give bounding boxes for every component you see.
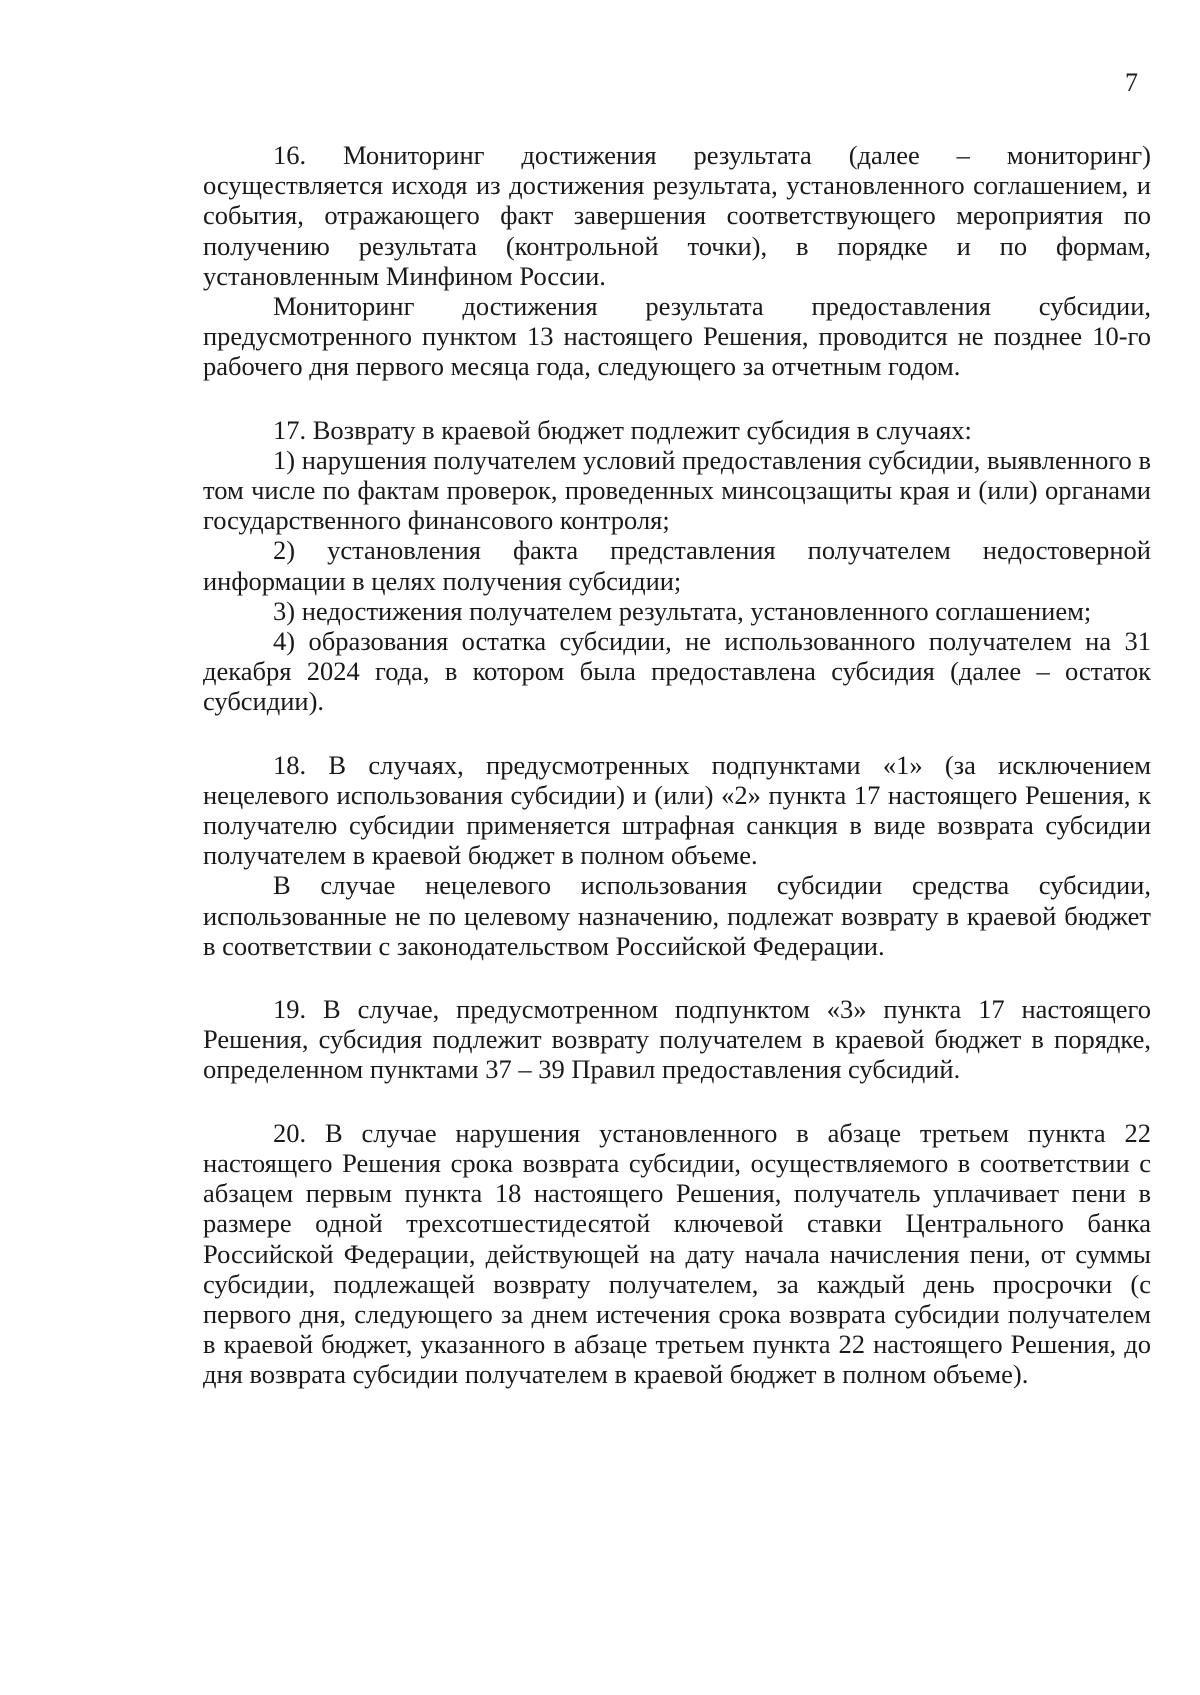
page-number: 7 <box>1125 68 1138 97</box>
paragraph-17-item-3: 3) недостижения получателем результата, установленного соглашением; <box>273 595 1092 626</box>
paragraph-19: 19. В случае, предусмотренном подпунктом «3» пункта 17 настоящего Решения, субсидия подлежит возврату получателем в краевой бюджет в порядке, определенном пунктами 37 – 39 Правил предоставления субсидий. <box>203 994 1151 1085</box>
paragraph-18-misuse: В случае нецелевого использования субсидии средства субсидии, использованные не по целевому назначению, подлежат возврату в краевой бюджет в соответствии с законодательством Российской Федерации. <box>203 870 1151 961</box>
paragraph-17: 17. Возврату в краевой бюджет подлежит субсидия в случаях: <box>273 414 972 445</box>
paragraph-18: 18. В случаях, предусмотренных подпунктами «1» (за исключением нецелевого использования субсидии) и (или) «2» пункта 17 настоящего Решения, к получателю субсидии применяется штрафная санкция в виде возврата субсидии получателем в краевой бюджет в полном объеме. <box>203 749 1151 871</box>
paragraph-16: 16. Мониторинг достижения результата (далее – мониторинг) осуществляется исходя из достижения результата, установленного соглашением, и события, отражающего факт завершения соответствующего мероприятия по получению результата (контрольной точки), в порядке и по формам, установленным Минфином России. <box>203 140 1151 291</box>
paragraph-20: 20. В случае нарушения установленного в абзаце третьем пункта 22 настоящего Решения срока возврата субсидии, осуществляемого в соответствии с абзацем первым пункта 18 настоящего Решения, получатель уплачивает пени в размере одной трехсотшестидесятой ключевой ставки Центрального банка Российской Федерации, действующей на дату начала начисления пени, от суммы субсидии, подлежащей возврату получателем, за каждый день просрочки (с первого дня, следующего за днем истечения срока возврата субсидии получателем в краевой бюджет, указанного в абзаце третьем пункта 22 настоящего Решения, до дня возврата субсидии получателем в краевой бюджет в полном объеме). <box>203 1117 1151 1390</box>
paragraph-17-item-2: 2) установления факта представления получателем недостоверной информации в целях получения субсидии; <box>203 535 1151 596</box>
paragraph-17-item-4: 4) образования остатка субсидии, не использованного получателем на 31 декабря 2024 года, в котором была предоставлена субсидия (далее – остаток субсидии). <box>203 626 1151 717</box>
paragraph-17-item-1: 1) нарушения получателем условий предоставления субсидии, выявленного в том числе по фактам проверок, проведенных минсоцзащиты края и (или) органами государственного финансового контроля; <box>203 444 1151 536</box>
document-body <box>203 140 1151 1390</box>
paragraph-16-monitoring: Мониторинг достижения результата предоставления субсидии, предусмотренного пунктом 13 настоящего Решения, проводится не позднее 10-го рабочего дня первого месяца года, следующего за отчетным годом. <box>203 291 1151 382</box>
